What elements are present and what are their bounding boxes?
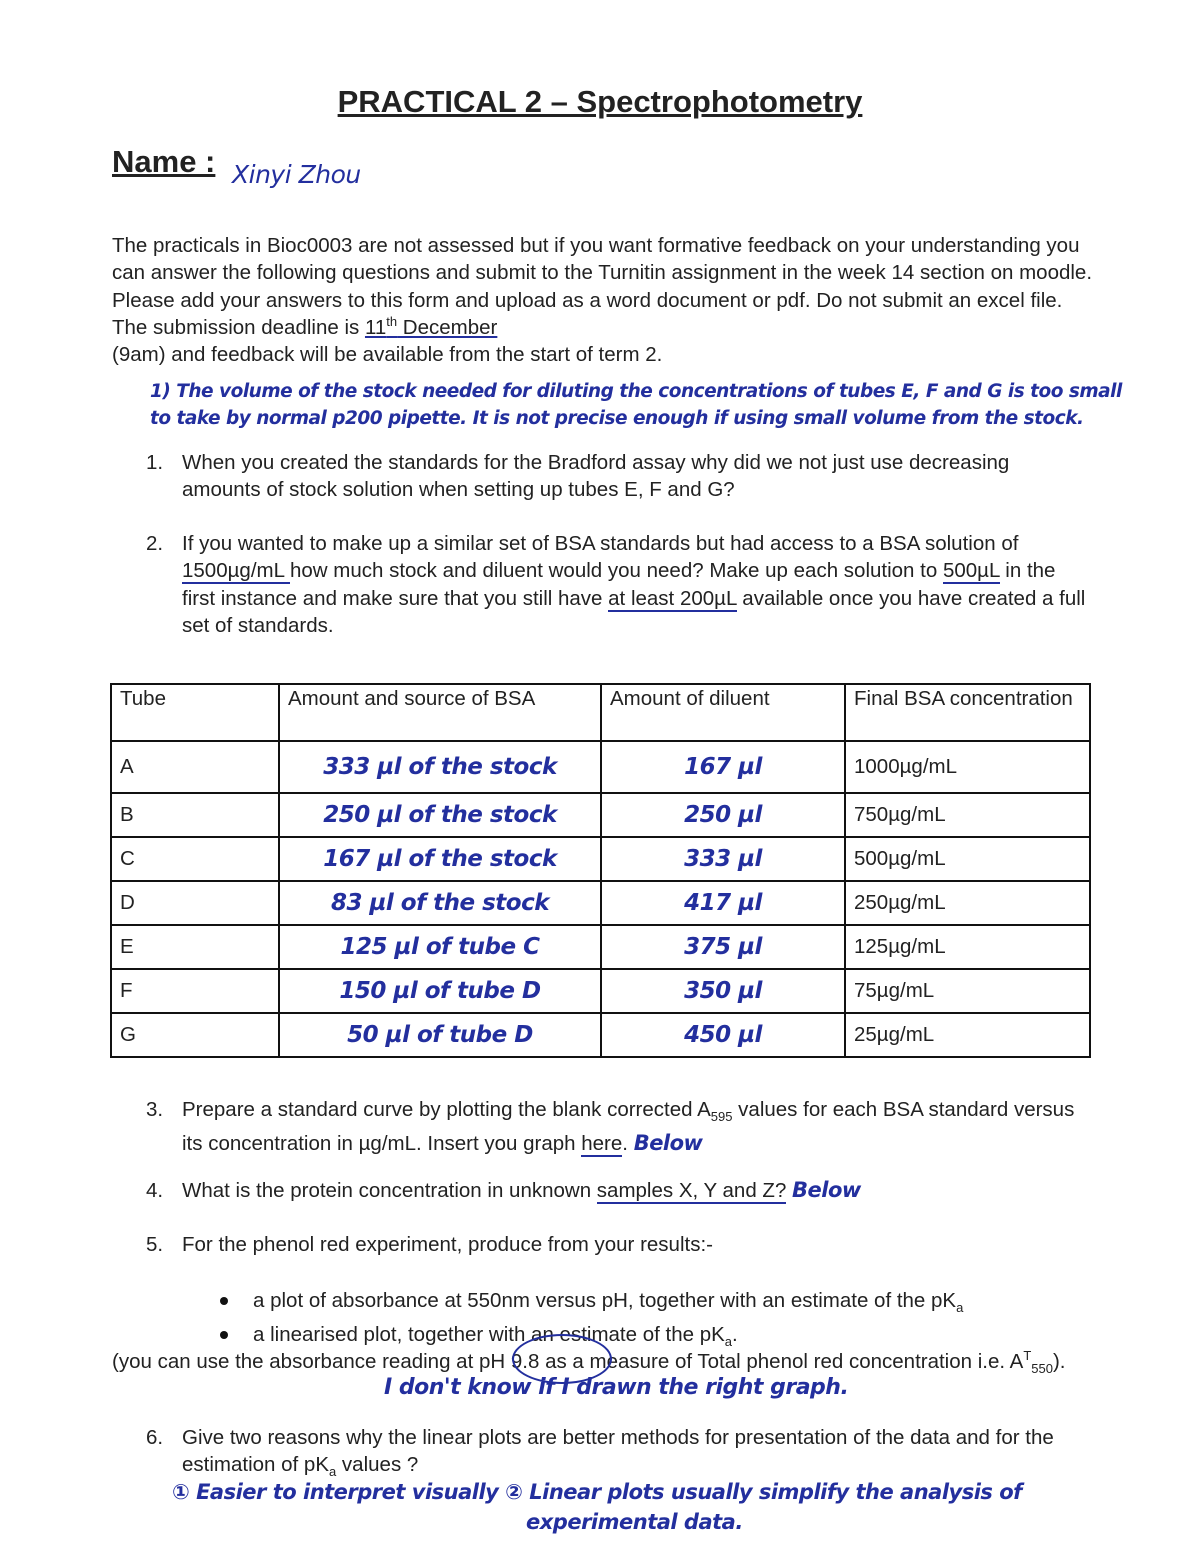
question-text: If you wanted to make up a similar set of BSA standards but had access to a BSA solution of 1500µg/mL how much stock and diluent would you need? Make up each solution to 500µL in the first instance and make sure that you still have at least 200µL available once you have created a full set of standards. [182,532,1086,637]
question-1 [146,449,1086,504]
name-value: Xinyi Zhou [232,160,361,189]
question-6 [146,1424,1086,1486]
final-conc-cell: 500µg/mL [845,837,1090,881]
solution-volume: 500µL [942,559,1000,583]
question-number: 1. [146,451,164,474]
source-cell: 83 µl of the stock [279,881,601,925]
tube-cell: C [111,837,279,881]
intro-text: The practicals in Bioc0003 are not assessed but if you want formative feedback on your understanding you can answer the following questions and submit to the Turnitin assignment in the week 14 section on moodle. Please add your answers to this form and upload as a word document or pdf. Do not submit an excel file. The submission deadline is [112,234,1093,339]
table-row [111,881,1090,925]
tube-cell: F [111,969,279,1013]
name-label: Name : [112,144,216,179]
question-2 [146,530,1086,639]
answer-5-handwritten: I don't know if I drawn the right graph. [384,1375,849,1400]
tube-cell: B [111,793,279,837]
question-number: 3. [146,1098,164,1121]
table-header: Final BSA concentration [845,684,1090,741]
question-4 [146,1177,1086,1204]
table-row [111,837,1090,881]
ph-circle-mark [512,1334,612,1384]
final-conc-cell: 125µg/mL [845,925,1090,969]
answer-6-handwritten-line-2: experimental data. [526,1510,743,1534]
stock-concentration: 1500µg/mL [182,559,290,583]
graph-here-link: here [581,1132,623,1156]
table-row [111,925,1090,969]
table-row [111,1013,1090,1057]
source-cell: 125 µl of tube C [279,925,601,969]
final-conc-cell: 25µg/mL [845,1013,1090,1057]
remaining-volume: at least 200µL [608,586,737,610]
source-cell: 250 µl of the stock [279,793,601,837]
source-cell: 50 µl of tube D [279,1013,601,1057]
intro-text-2: (9am) and feedback will be available from the start of term 2. [112,343,663,367]
table-header-row [111,684,1090,741]
final-conc-cell: 1000µg/mL [845,741,1090,793]
final-conc-cell: 750µg/mL [845,793,1090,837]
tube-cell: G [111,1013,279,1057]
question-5 [146,1231,1086,1258]
answer-4-handwritten: Below [792,1178,861,1202]
answer-3-handwritten: Below [633,1131,703,1156]
question-3 [146,1096,1086,1158]
final-conc-cell: 75µg/mL [845,969,1090,1013]
table-header: Amount of diluent [601,684,845,741]
source-cell: 333 µl of the stock [279,741,601,793]
final-conc-cell: 250µg/mL [845,881,1090,925]
source-cell: 167 µl of the stock [279,837,601,881]
answer-6-handwritten: ① Easier to interpret visually ② Linear plots usually simplify the analysis of [172,1480,1022,1504]
answer-1-handwritten: 1) The volume of the stock needed for diluting the concentrations of tubes E, F and G is too small to take by normal p200 pipette. It is not precise enough if using small volume from the stock. [150,381,1122,429]
question-text: What is the protein concentration in unknown samples X, Y and Z? Below [182,1178,861,1202]
diluent-cell: 250 µl [601,793,845,837]
diluent-cell: 417 µl [601,881,845,925]
question-number: 6. [146,1426,164,1449]
list-item: a plot of absorbance at 550nm versus pH, together with an estimate of the $pK_a$ [216,1287,963,1321]
table-row [111,969,1090,1013]
tube-cell: E [111,925,279,969]
deadline-date: 11th December [364,314,498,339]
tube-cell: A [111,741,279,793]
table-header: Tube [111,684,279,741]
question-text: Give two reasons why the linear plots are better methods for presentation of the data and for the estimation of $pK_a$ values ? [182,1426,1054,1480]
question-text: When you created the standards for the Bradford assay why did we not just use decreasing amounts of stock solution when setting up tubes E, F and G? [182,451,1010,502]
question-text: For the phenol red experiment, produce from your results:- [182,1233,713,1256]
source-cell: 150 µl of tube D [279,969,601,1013]
table-header: Amount and source of BSA [279,684,601,741]
question-text: Prepare a standard curve by plotting the blank corrected $A_{595}$ values for each BSA standard versus its concentration in µg/mL. Insert you graph here. Below [182,1098,1075,1156]
list-item: a linearised plot, together with an estimate of the $pK_a$. [216,1321,963,1355]
question-number: 4. [146,1179,164,1202]
diluent-cell: 350 µl [601,969,845,1013]
page-title: PRACTICAL 2 – Spectrophotometry [337,84,863,119]
question-5-note: (you can use the absorbance reading at pH 9.8 as a measure of Total phenol red concentration i.e. $A^T_{550}$). [112,1348,1066,1376]
diluent-cell: 333 µl [601,837,845,881]
diluent-cell: 375 µl [601,925,845,969]
question-number: 5. [146,1233,164,1256]
samples-text: samples X, Y and Z? [596,1179,787,1202]
diluent-cell: 450 µl [601,1013,845,1057]
intro-paragraph [112,232,1102,368]
table-row [111,741,1090,793]
table-row [111,793,1090,837]
standards-table [110,683,1091,1058]
diluent-cell: 167 µl [601,741,845,793]
question-number: 2. [146,532,164,555]
tube-cell: D [111,881,279,925]
